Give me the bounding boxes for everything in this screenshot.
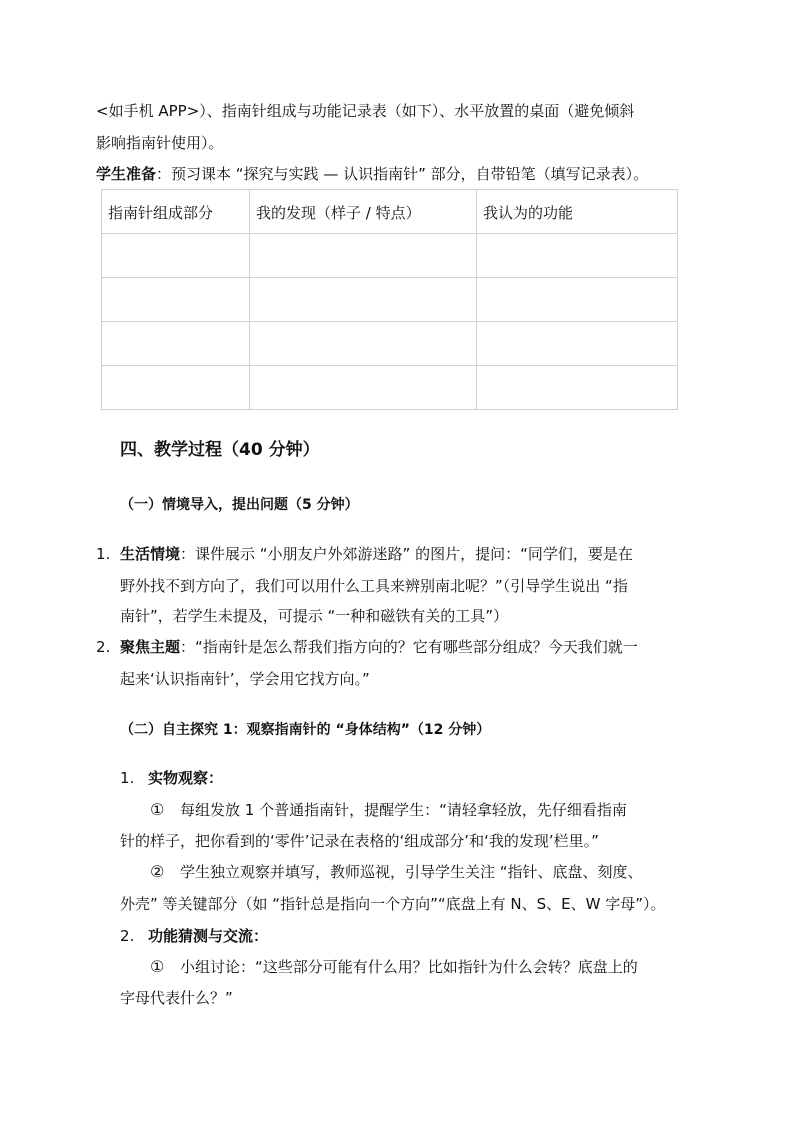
- list-number: 1.: [96, 545, 111, 563]
- step-title: 功能猜测与交流：: [148, 927, 269, 945]
- step-paragraph: [150, 800, 627, 820]
- circled-number: ②: [150, 862, 165, 881]
- list-number: 2.: [96, 638, 111, 656]
- table-row: [102, 278, 678, 322]
- paragraph-text-line: 字母代表什么？”: [120, 989, 233, 1007]
- item-label: 生活情境: [120, 545, 181, 563]
- table-cell[interactable]: [477, 322, 678, 366]
- paragraph-text-line: 针的样子，把你看到的‘零件’记录在表格的‘组成部分’和‘我的发现’栏里。”: [120, 832, 599, 850]
- circled-number: ①: [150, 800, 165, 819]
- paragraph-text-line: 外壳” 等关键部分（如 “指针总是指向一个方向”“底盘上有 N、S、E、W 字母”）。: [120, 895, 666, 913]
- item-text: ：课件展示 “小朋友户外郊游迷路” 的图片，提问：“同学们，要是在: [180, 545, 633, 563]
- section-title: 四、教学过程（40 分钟）: [120, 440, 320, 460]
- table-cell[interactable]: [250, 366, 477, 410]
- subsection-title: （二）自主探究 1：观察指南针的 “身体结构”（12 分钟）: [120, 722, 491, 738]
- step-heading: [120, 926, 268, 946]
- step-title: 实物观察：: [148, 769, 224, 787]
- table-cell[interactable]: [102, 366, 250, 410]
- student-prep-text: ：预习课本 “探究与实践 — 认识指南针” 部分，自带铅笔（填写记录表）。: [156, 165, 649, 183]
- item-text-line: 南针”，若学生未提及，可提示 “一种和磁铁有关的工具”）: [120, 607, 509, 625]
- table-cell[interactable]: [250, 278, 477, 322]
- subsection-title: （一）情境导入，提出问题（5 分钟）: [120, 497, 359, 513]
- table-cell[interactable]: [250, 322, 477, 366]
- paragraph-text: 每组发放 1 个普通指南针，提醒学生：“请轻拿轻放，先仔细看指南: [180, 801, 627, 819]
- step-paragraph: [150, 862, 643, 882]
- materials-line-1: <如手机 APP>）、指南针组成与功能记录表（如下）、水平放置的桌面（避免倾斜: [96, 102, 635, 120]
- table-cell[interactable]: [477, 278, 678, 322]
- table-cell[interactable]: [102, 278, 250, 322]
- student-prep-label: 学生准备: [96, 165, 157, 183]
- table-row: [102, 366, 678, 410]
- table-cell[interactable]: [477, 366, 678, 410]
- table-cell[interactable]: [102, 322, 250, 366]
- table-cell[interactable]: [250, 234, 477, 278]
- item-text: ：“指南针是怎么帮我们指方向的？它有哪些部分组成？今天我们就一: [180, 638, 638, 656]
- item-label: 聚焦主题: [120, 638, 181, 656]
- list-item: [96, 544, 633, 564]
- table-header-cell: 我的发现（样子 / 特点）: [250, 190, 477, 234]
- item-text-line: 起来‘认识指南针’，学会用它找方向。”: [120, 670, 370, 688]
- table-cell[interactable]: [102, 234, 250, 278]
- student-prep-line: [96, 164, 648, 184]
- step-heading: [120, 768, 223, 788]
- item-text-line: 野外找不到方向了，我们可以用什么工具来辨别南北呢？”（引导学生说出 “指: [120, 577, 628, 595]
- paragraph-text: 小组讨论：“这些部分可能有什么用？比如指针为什么会转？底盘上的: [180, 958, 638, 976]
- materials-line-2: 影响指南针使用）。: [96, 134, 224, 152]
- circled-number: ①: [150, 957, 165, 976]
- list-item: [96, 637, 638, 657]
- table-row: [102, 322, 678, 366]
- step-number: 2.: [120, 927, 135, 945]
- table-header-cell: 指南针组成部分: [102, 190, 250, 234]
- paragraph-text: 学生独立观察并填写，教师巡视，引导学生关注 “指针、底盘、刻度、: [180, 863, 643, 881]
- table-header-cell: 我认为的功能: [477, 190, 678, 234]
- table-row: [102, 234, 678, 278]
- record-table: [101, 189, 678, 410]
- step-number: 1.: [120, 769, 135, 787]
- table-header-row: [102, 190, 678, 234]
- step-paragraph: [150, 957, 638, 977]
- table-cell[interactable]: [477, 234, 678, 278]
